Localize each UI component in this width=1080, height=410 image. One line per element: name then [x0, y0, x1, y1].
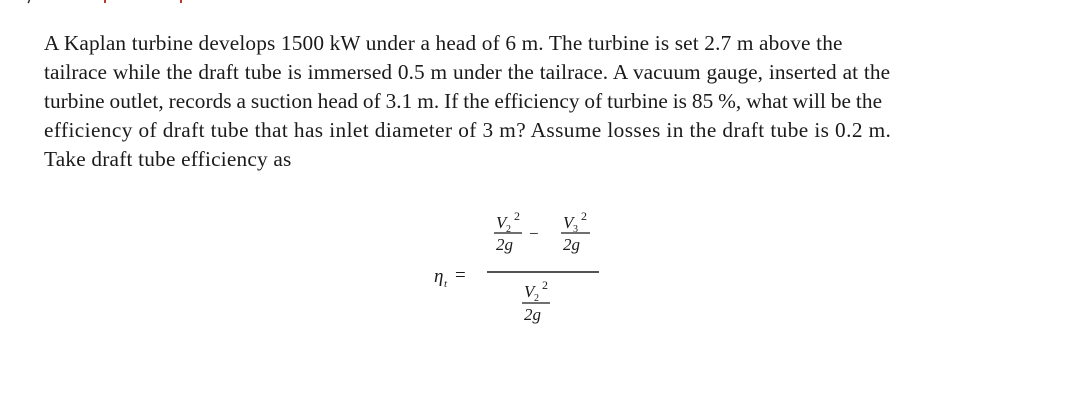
- num-term1-sub: 2: [506, 224, 511, 235]
- num-term2-den: 2g: [563, 235, 580, 254]
- eta-symbol: η: [434, 266, 444, 287]
- problem-line-5: Take draft tube efficiency as: [44, 147, 292, 171]
- den-var: V: [524, 282, 535, 301]
- eta-subscript: t: [444, 278, 448, 290]
- den-sub: 2: [534, 293, 539, 304]
- problem-line-2: tailrace while the draft tube is immersed 0.5 m under the tailrace. A vacuum gauge, inserted at the: [44, 60, 891, 84]
- draft-tube-efficiency-formula: [430, 206, 630, 336]
- problem-line-1: A Kaplan turbine develops 1500 kW under a head of 6 m. The turbine is set 2.7 m above the: [44, 31, 843, 55]
- cropped-previous-line-fragment: [0, 0, 1080, 4]
- num-term2-var: V: [563, 213, 574, 232]
- den-den: 2g: [524, 305, 541, 324]
- num-term1-den: 2g: [496, 235, 513, 254]
- problem-statement: [44, 29, 1044, 174]
- num-term2-sup: 2: [581, 209, 587, 223]
- num-term2-sub: 3: [573, 224, 578, 235]
- num-term1-var: V: [496, 213, 507, 232]
- equals-sign: =: [455, 265, 466, 286]
- problem-line-3: turbine outlet, records a suction head of 3.1 m. If the efficiency of turbine is 85 %, what will be the: [44, 89, 883, 113]
- problem-line-4: efficiency of draft tube that has inlet diameter of 3 m? Assume losses in the draft tube is 0.2 m.: [44, 118, 892, 142]
- den-sup: 2: [542, 278, 548, 292]
- num-term1-sup: 2: [514, 209, 520, 223]
- minus-sign: −: [529, 224, 539, 243]
